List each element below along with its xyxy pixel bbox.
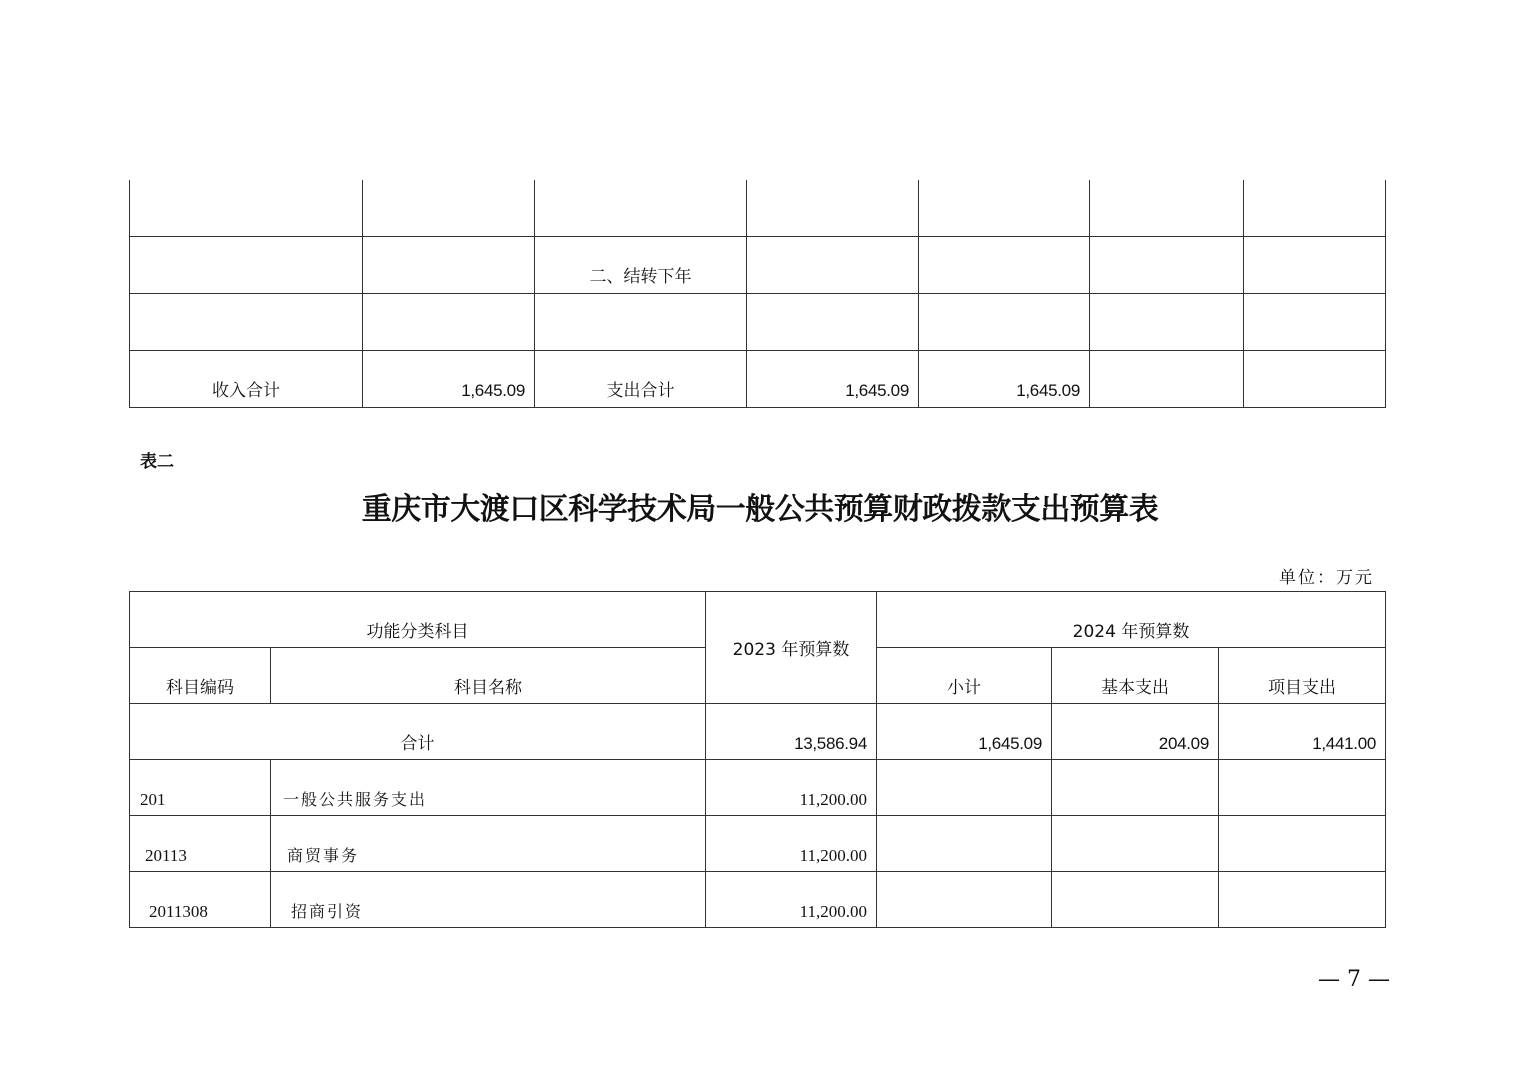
total-subtotal: 1,645.09 <box>877 704 1052 760</box>
budget-expenditure-table <box>129 591 1386 928</box>
page-title: 重庆市大渡口区科学技术局一般公共预算财政拨款支出预算表 <box>361 492 1159 527</box>
unit-label: 单位：万元 <box>1279 568 1374 588</box>
table-cell <box>130 237 363 294</box>
table-row <box>130 237 1386 294</box>
basic-value <box>1052 872 1219 928</box>
page-number: — 7 — <box>1318 967 1390 992</box>
header-row <box>130 592 1386 648</box>
table-cell <box>363 294 535 351</box>
subtotal-value <box>877 760 1052 816</box>
table-cell <box>1090 294 1244 351</box>
table-cell <box>130 180 363 237</box>
table-cell <box>919 237 1090 294</box>
table-cell <box>1244 351 1386 408</box>
basic-value <box>1052 816 1219 872</box>
project-value <box>1219 872 1386 928</box>
project-value <box>1219 816 1386 872</box>
totals-row <box>130 351 1386 408</box>
table-cell <box>1244 294 1386 351</box>
basic-value <box>1052 760 1219 816</box>
header-name: 科目名称 <box>271 648 706 704</box>
table-cell <box>1244 237 1386 294</box>
subject-name: 一般公共服务支出 <box>271 760 706 816</box>
table-cell <box>747 294 919 351</box>
carryover-label: 二、结转下年 <box>535 237 747 294</box>
header-basic: 基本支出 <box>1052 648 1219 704</box>
table-row <box>130 872 1386 928</box>
budget-2023-value: 11,200.00 <box>706 760 877 816</box>
total-basic: 204.09 <box>1052 704 1219 760</box>
table-cell <box>130 294 363 351</box>
budget-2023-value: 11,200.00 <box>706 816 877 872</box>
subject-code: 2011308 <box>130 872 271 928</box>
table-cell <box>1090 180 1244 237</box>
header-code: 科目编码 <box>130 648 271 704</box>
table-cell <box>1090 237 1244 294</box>
table-cell <box>363 237 535 294</box>
table-cell <box>747 180 919 237</box>
table-cell <box>535 180 747 237</box>
table-row <box>130 294 1386 351</box>
income-total-label: 收入合计 <box>130 351 363 408</box>
header-budget-2023: 2023 年预算数 <box>706 592 877 704</box>
table-row <box>130 816 1386 872</box>
table-cell <box>919 180 1090 237</box>
total-budget-2023: 13,586.94 <box>706 704 877 760</box>
income-expense-table-continued <box>129 180 1386 408</box>
total-project: 1,441.00 <box>1219 704 1386 760</box>
subtotal-value <box>877 872 1052 928</box>
expense-total-value-2: 1,645.09 <box>919 351 1090 408</box>
subtotal-value <box>877 816 1052 872</box>
header-budget-2024: 2024 年预算数 <box>877 592 1386 648</box>
table-row <box>130 760 1386 816</box>
table-cell <box>363 180 535 237</box>
header-subtotal: 小计 <box>877 648 1052 704</box>
table-cell <box>535 294 747 351</box>
header-func-class: 功能分类科目 <box>130 592 706 648</box>
subject-name: 商贸事务 <box>271 816 706 872</box>
total-label: 合计 <box>130 704 706 760</box>
subject-code: 20113 <box>130 816 271 872</box>
budget-2023-value: 11,200.00 <box>706 872 877 928</box>
project-value <box>1219 760 1386 816</box>
table-row <box>130 180 1386 237</box>
table-cell <box>919 294 1090 351</box>
income-total-value: 1,645.09 <box>363 351 535 408</box>
total-row <box>130 704 1386 760</box>
table-cell <box>1090 351 1244 408</box>
subject-name: 招商引资 <box>271 872 706 928</box>
table-label: 表二 <box>140 452 174 472</box>
table-cell <box>1244 180 1386 237</box>
subject-code: 201 <box>130 760 271 816</box>
table-cell <box>747 237 919 294</box>
header-project: 项目支出 <box>1219 648 1386 704</box>
expense-total-value: 1,645.09 <box>747 351 919 408</box>
expense-total-label: 支出合计 <box>535 351 747 408</box>
